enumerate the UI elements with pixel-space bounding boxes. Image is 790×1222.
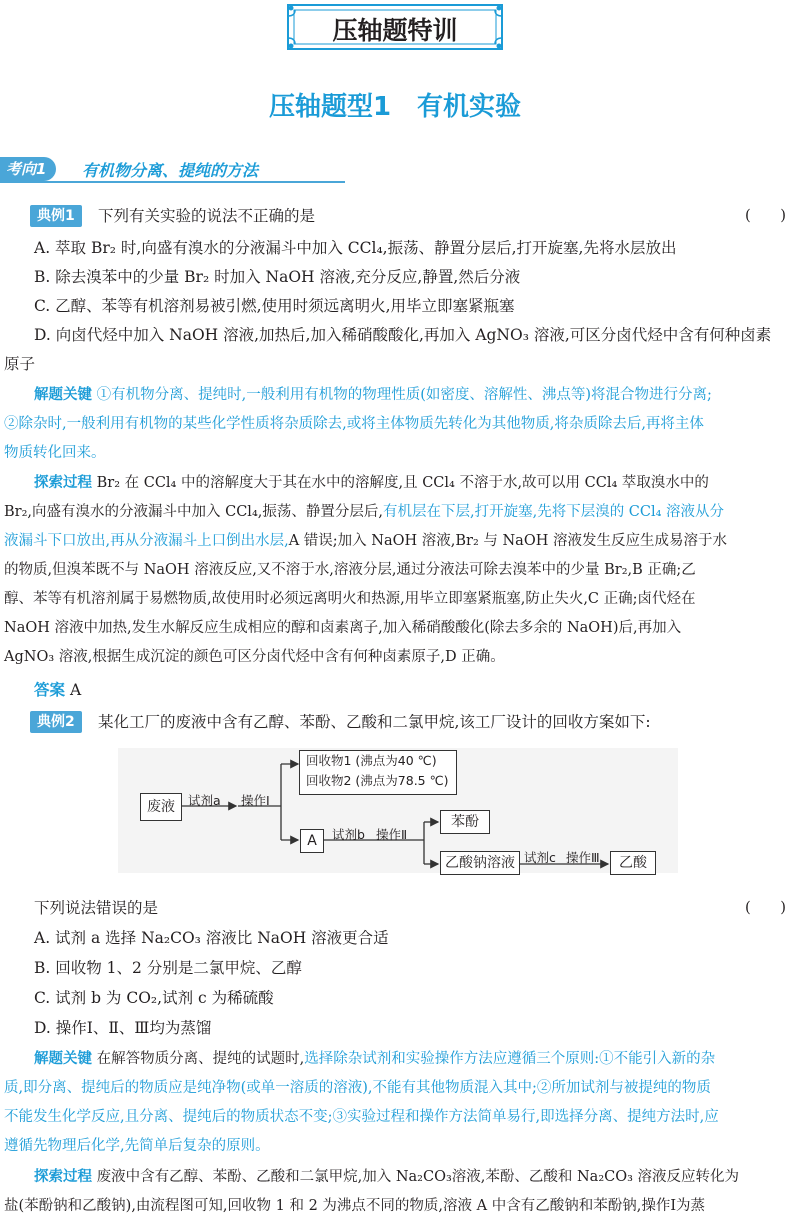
- example2-explore-label: 探索过程: [34, 1169, 92, 1185]
- example2-option-d: D. 操作Ⅰ、Ⅱ、Ⅲ均为蒸馏: [34, 1019, 212, 1037]
- example1-answer-value: A: [69, 681, 82, 699]
- example2-option-b: B. 回收物 1、2 分别是二氯甲烷、乙醇: [34, 959, 302, 977]
- example2-badge: 典例2: [30, 711, 82, 733]
- example1-explore-line4: 的物质,但溴苯既不与 NaOH 溶液反应,又不溶于水,溶液分层,通过分液法可除去溴苯中的少量 Br₂,B 正确;乙: [4, 562, 696, 578]
- example2-option-c: C. 试剂 b 为 CO₂,试剂 c 为稀硫酸: [34, 989, 274, 1007]
- flow-op3: 操作Ⅲ: [566, 850, 600, 865]
- flow-reagent-c: 试剂c: [524, 850, 556, 865]
- example2-explore-line2: 盐(苯酚钠和乙酸钠),由流程图可知,回收物 1 和 2 为沸点不同的物质,溶液 A 中含有乙酸钠和苯酚钠,操作Ⅰ为蒸: [4, 1198, 706, 1214]
- example1-key-label: 解题关键: [34, 387, 92, 403]
- topic-title: 有机物分离、提纯的方法: [82, 161, 259, 180]
- example1-explore-line5: 醇、苯等有机溶剂属于易燃物质,故使用时必须远离明火和热源,用毕立即塞紧瓶塞,防止失火,C 正确;卤代烃在: [4, 591, 696, 607]
- example1-bracket: ( ): [745, 207, 787, 224]
- flow-recovered1: 回收物1 (沸点为40 ℃): [306, 753, 437, 768]
- flow-acetic-acid: 乙酸: [610, 851, 656, 875]
- example1-key-line2: ②除杂时,一般利用有机物的某些化学性质将杂质除去,或将主体物质先转化为其他物质,将杂质除去后,再将主体: [4, 416, 704, 432]
- example1-question: 下列有关实验的说法不正确的是: [98, 207, 316, 225]
- example2-explore-line1: [34, 1162, 739, 1192]
- topic-underline: [0, 181, 345, 183]
- example1-badge: 典例1: [30, 205, 82, 227]
- flow-phenol: 苯酚: [440, 810, 490, 834]
- example2-question2: 下列说法错误的是: [34, 899, 159, 917]
- example2-explore-text1: 废液中含有乙醇、苯酚、乙酸和二氯甲烷,加入 Na₂CO₃溶液,苯酚、乙酸和 Na₂CO₃ 溶液反应转化为: [96, 1169, 740, 1185]
- example1-explore-text1: Br₂ 在 CCl₄ 中的溶解度大于其在水中的溶解度,且 CCl₄ 不溶于水,故可以用 CCl₄ 萃取溴水中的: [96, 475, 709, 491]
- flow-op1: 操作Ⅰ: [241, 793, 270, 808]
- flow-reagent-b: 试剂b: [332, 827, 365, 842]
- example2-key-label: 解题关键: [34, 1051, 92, 1067]
- title-banner: [285, 2, 505, 52]
- example2-key-line4: 遵循先物理后化学,先简单后复杂的原则。: [4, 1138, 270, 1154]
- flow-op2: 操作Ⅱ: [376, 827, 408, 842]
- example1-key-line1: [34, 380, 786, 410]
- example1-explore-line1: [34, 468, 709, 498]
- example1-answer: [34, 675, 81, 705]
- example1-explore-text2a: Br₂,向盛有溴水的分液漏斗中加入 CCl₄,振荡、静置分层后,: [4, 504, 383, 520]
- example1-option-c: C. 乙醇、苯等有机溶剂易被引燃,使用时须远离明火,用毕立即塞紧瓶塞: [34, 297, 515, 315]
- example1-key-line3: 物质转化回来。: [4, 445, 106, 461]
- example1-explore-text3a: 液漏斗下口放出,再从分液漏斗上口倒出水层,: [4, 533, 289, 549]
- example1-explore-line6: NaOH 溶液中加热,发生水解反应生成相应的醇和卤素离子,加入稀硝酸酸化(除去多余的 NaOH)后,再加入: [4, 620, 682, 636]
- flow-recovered-box: [299, 750, 457, 795]
- example1-key-text1: ①有机物分离、提纯时,一般利用有机物的物理性质(如密度、溶解性、沸点等)将混合物进行分离;: [96, 387, 712, 403]
- example1-option-d-cont: 原子: [4, 355, 36, 373]
- example1-option-d: D. 向卤代烃中加入 NaOH 溶液,加热后,加入稀硝酸酸化,再加入 AgNO₃ 溶液,可区分卤代烃中含有何种卤素: [34, 326, 772, 344]
- example2-key-line3: 不能发生化学反应,且分离、提纯后的物质状态不变;③实验过程和操作方法简单易行,即选择分离、提纯方法时,应: [4, 1109, 719, 1125]
- example2-key-text1b: 选择除杂试剂和实验操作方法应遵循三个原则:①不能引入新的杂: [304, 1051, 716, 1067]
- example2-bracket: ( ): [745, 899, 787, 916]
- example1-explore-line3: [4, 526, 727, 556]
- topic-label: 考向1: [0, 157, 56, 181]
- example2-question: 某化工厂的废液中含有乙醇、苯酚、乙酸和二氯甲烷,该工厂设计的回收方案如下:: [98, 713, 651, 731]
- flow-diagram: [118, 748, 678, 873]
- example1-answer-label: 答案: [34, 681, 66, 699]
- banner-title: 压轴题特训: [332, 16, 458, 45]
- example2-key-line1: [34, 1044, 715, 1074]
- example1-option-b: B. 除去溴苯中的少量 Br₂ 时加入 NaOH 溶液,充分反应,静置,然后分液: [34, 268, 521, 286]
- example1-explore-text3b: A 错误;加入 NaOH 溶液,Br₂ 与 NaOH 溶液发生反应生成易溶于水: [288, 533, 727, 549]
- example1-option-a: A. 萃取 Br₂ 时,向盛有溴水的分液漏斗中加入 CCl₄,振荡、静置分层后,打开旋塞,先将水层放出: [34, 239, 677, 257]
- example1-explore-line7: AgNO₃ 溶液,根据生成沉淀的颜色可区分卤代烃中含有何种卤素原子,D 正确。: [4, 649, 505, 665]
- example1-explore-line2: [4, 497, 724, 527]
- flow-a-box: A: [300, 829, 324, 853]
- flow-waste: 废液: [140, 793, 182, 821]
- flow-sodium-acetate: 乙酸钠溶液: [440, 851, 520, 875]
- example1-explore-text2b: 有机层在下层,打开旋塞,先将下层溴的 CCl₄ 溶液从分: [382, 504, 725, 520]
- example2-key-text1a: 在解答物质分离、提纯的试题时,: [96, 1051, 305, 1067]
- flow-recovered2: 回收物2 (沸点为78.5 ℃): [306, 773, 449, 788]
- example2-option-a: A. 试剂 a 选择 Na₂CO₃ 溶液比 NaOH 溶液更合适: [34, 929, 389, 947]
- section-title: 压轴题型1 有机实验: [268, 92, 522, 122]
- topic-bar: [0, 156, 350, 182]
- example2-key-line2: 质,即分离、提纯后的物质应是纯净物(或单一溶质的溶液),不能有其他物质混入其中;②所加试剂与被提纯的物质: [4, 1080, 711, 1096]
- example1-explore-label: 探索过程: [34, 475, 92, 491]
- flow-reagent-a: 试剂a: [188, 793, 221, 808]
